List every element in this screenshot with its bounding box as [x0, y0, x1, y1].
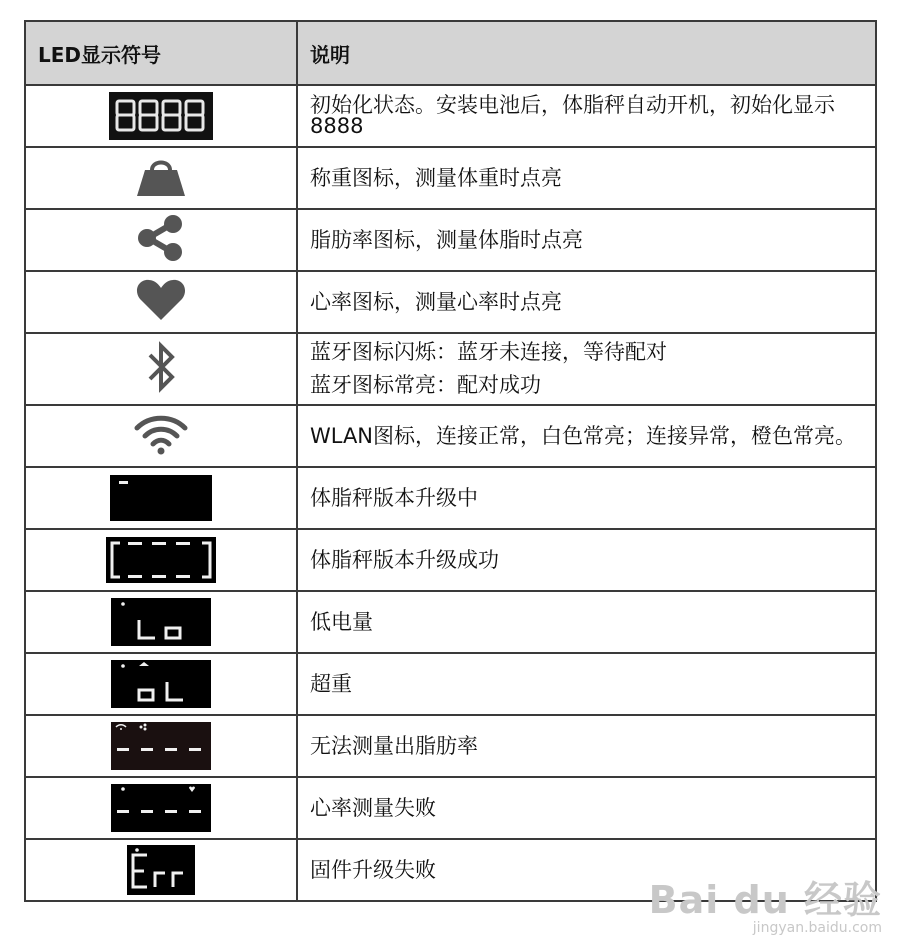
table-row	[25, 405, 876, 467]
row-description: 无法测量出脂肪率	[297, 715, 876, 777]
row-description: 体脂秤版本升级成功	[297, 529, 876, 591]
header-led-symbol: LED显示符号	[25, 21, 297, 85]
table-row	[25, 529, 876, 591]
table-row	[25, 271, 876, 333]
table-row	[25, 209, 876, 271]
lcd-display-upgrading	[110, 475, 212, 521]
table-row	[25, 777, 876, 839]
row-description: 低电量	[297, 591, 876, 653]
watermark-url: jingyan.baidu.com	[752, 920, 882, 936]
baidu-watermark	[649, 869, 882, 936]
lcd-display-8888	[109, 92, 213, 140]
bluetooth-blinking-text: 蓝牙图标闪烁：蓝牙未连接，等待配对	[310, 340, 667, 364]
table-row	[25, 333, 876, 405]
row-description: 心率图标，测量心率时点亮	[297, 271, 876, 333]
watermark-brand: Bai du 经验	[648, 878, 882, 922]
bluetooth-icon	[144, 341, 178, 397]
weight-bag-icon	[135, 154, 187, 202]
table-row	[25, 591, 876, 653]
table-row	[25, 85, 876, 147]
row-description: 脂肪率图标，测量体脂时点亮	[297, 209, 876, 271]
table-header-row	[25, 21, 876, 85]
lcd-display-error	[127, 845, 195, 895]
row-description: WLAN图标，连接正常，白色常亮；连接异常，橙色常亮。	[297, 405, 876, 467]
led-symbol-table	[24, 20, 877, 902]
header-description: 说明	[297, 21, 876, 85]
table-row	[25, 147, 876, 209]
bluetooth-steady-text: 蓝牙图标常亮：配对成功	[310, 373, 541, 397]
table-row	[25, 653, 876, 715]
row-description	[297, 333, 876, 405]
row-description: 固件升级失败	[297, 839, 876, 901]
row-description: 初始化状态。安装电池后，体脂秤自动开机，初始化显示8888	[297, 85, 876, 147]
row-description: 心率测量失败	[297, 777, 876, 839]
lcd-display-bodyfat-fail	[111, 722, 211, 770]
lcd-display-upgrade-success	[106, 537, 216, 583]
share-nodes-icon	[136, 213, 186, 267]
row-description: 称重图标，测量体重时点亮	[297, 147, 876, 209]
row-description: 体脂秤版本升级中	[297, 467, 876, 529]
heart-icon	[136, 278, 186, 326]
lcd-display-low-battery	[111, 598, 211, 646]
row-description: 超重	[297, 653, 876, 715]
lcd-display-heartrate-fail	[111, 784, 211, 832]
table-row	[25, 467, 876, 529]
wifi-icon	[133, 412, 189, 460]
lcd-display-overload	[111, 660, 211, 708]
table-row	[25, 715, 876, 777]
